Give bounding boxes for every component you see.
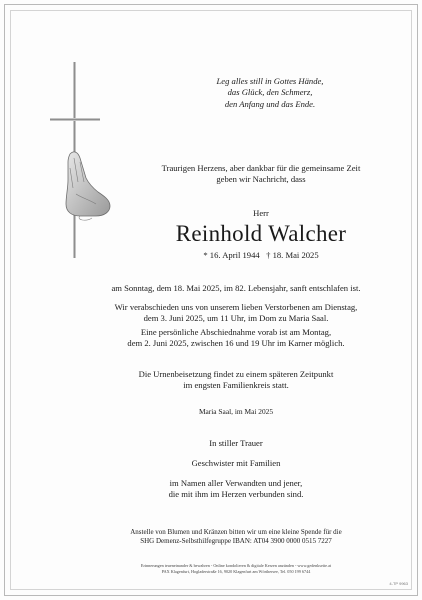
passing-text: am Sonntag, dem 18. Mai 2025, im 82. Lebensjahr, sanft entschlafen ist. [111, 283, 361, 293]
urn-text [25, 369, 422, 392]
deceased-name: Reinhold Walcher [175, 221, 347, 246]
urn-line: Die Urnenbeisetzung findet zu einem späteren Zeitpunkt [138, 369, 334, 379]
imprint-line: PAX Klagenfurt, Hogladerstraße 16, 9020 Klagenfurt am Wörthersee, Tel. 050 199 6744 [161, 568, 311, 574]
viewing-line: dem 2. Juni 2025, zwischen 16 und 19 Uhr im Karner möglich. [127, 338, 345, 349]
poem-line: den Anfang und das Ende. [224, 98, 316, 109]
relatives-text [25, 478, 422, 501]
donation-line: SHG Demenz-Selbsthilfegruppe IBAN: AT04 3900 0000 0515 7227 [140, 537, 332, 545]
viewing-line: Eine persönliche Abschiednahme vorab ist am Montag, [140, 327, 332, 337]
intro-line: Traurigen Herzens, aber dankbar für die gemeinsame Zeit [161, 163, 361, 173]
life-dates: * 16. April 1944 † 18. Mai 2025 [203, 250, 319, 260]
intro-line: geben wir Nachricht, dass [216, 174, 306, 185]
donation-line: Anstelle von Blumen und Kränzen bitten wir um eine kleine Spende für die [130, 528, 342, 536]
farewell-line: dem 3. Juni 2025, um 11 Uhr, im Dom zu Maria Saal. [143, 313, 329, 324]
viewing-text [25, 327, 422, 350]
mourning-heading: In stiller Trauer [209, 438, 263, 448]
poem-line: das Glück, den Schmerz, [227, 87, 313, 98]
family-text: Geschwister mit Familien [191, 458, 281, 468]
imprint-text [25, 563, 422, 574]
urn-line: im engsten Familienkreis statt. [183, 380, 289, 391]
print-code: 4-TP 9963 [389, 581, 408, 586]
relatives-line: im Namen aller Verwandten und jener, [169, 478, 303, 488]
salutation: Herr [253, 208, 269, 218]
intro-text [50, 163, 422, 186]
poem-line: Leg alles still in Gottes Hände, [216, 76, 324, 86]
donation-text [25, 528, 422, 546]
place-date: Maria Saal, im Mai 2025 [198, 407, 274, 416]
relatives-line: die mit ihm im Herzen verbunden sind. [168, 489, 304, 500]
farewell-line: Wir verabschieden uns von unserem lieben Verstorbenen am Dienstag, [114, 302, 358, 312]
poem [150, 76, 390, 110]
imprint-line: Erinnerungen teueneinander & bewahren - Online kondolieren & digitale Kerzen anzünden - www.gedenkseite.at [140, 563, 332, 568]
farewell-text [25, 302, 422, 325]
